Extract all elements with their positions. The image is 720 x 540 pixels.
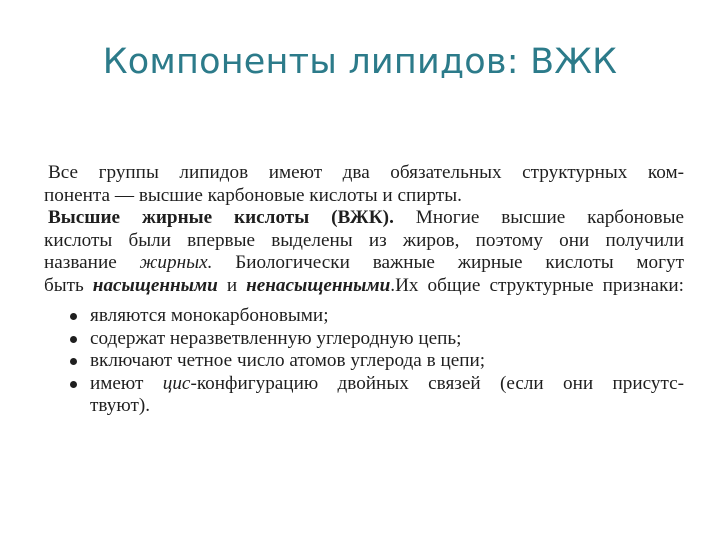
spacer (44, 297, 684, 305)
paragraph-1-line-1: Все группы липидов имеют два обязательных структурных ком- (48, 162, 684, 183)
term-vzhk: Высшие жирные кислоты (ВЖК). (48, 207, 394, 228)
slide-title: Компоненты липидов: ВЖК (102, 42, 618, 82)
text-fragment: и (217, 274, 247, 296)
bullet-item (44, 373, 684, 396)
bullet-text: имеют (90, 372, 163, 394)
text-fragment: название (44, 252, 140, 273)
term-cis: цис (162, 372, 191, 394)
paragraph-2-line-2: кислоты были впервые выделены из жиров, поэтому они получили (44, 229, 684, 251)
bullet-text: содержат неразветвленную углеродную цепь; (90, 327, 462, 349)
bullet-icon (70, 313, 77, 320)
term-unsaturated: ненасыщенными (246, 274, 391, 296)
paragraph-2-line-1-rest: Многие высшие карбоновые (393, 207, 684, 228)
text-fragment: Биологически важные жирные кислоты могут (212, 252, 685, 273)
paragraph-2-line-4 (44, 275, 684, 298)
bullet-icon (70, 336, 77, 343)
bullet-icon (70, 381, 77, 388)
paragraph-2-line-1 (44, 207, 684, 230)
bullet-item (44, 328, 684, 351)
term-fatty: жирных. (139, 252, 213, 273)
bullet-text: являются монокарбоновыми; (90, 305, 329, 326)
text-fragment: .Их общие структурные признаки: (390, 274, 684, 296)
bullet-text: включают четное число атомов углерода в цепи; (90, 350, 486, 371)
bullet-item (44, 305, 684, 328)
text-fragment: быть (44, 274, 93, 296)
bullet-continuation: твуют). (90, 395, 151, 416)
scanned-text-block (44, 162, 684, 418)
bullet-text: -конфигурацию двойных связей (если они присутс- (190, 372, 684, 394)
bullet-icon (70, 358, 77, 365)
paragraph-1-line-2: понента — высшие карбоновые кислоты и спирты. (44, 184, 462, 206)
bullet-item (44, 350, 684, 373)
paragraph-2-line-3 (44, 252, 684, 275)
term-saturated: насыщенными (92, 274, 218, 296)
